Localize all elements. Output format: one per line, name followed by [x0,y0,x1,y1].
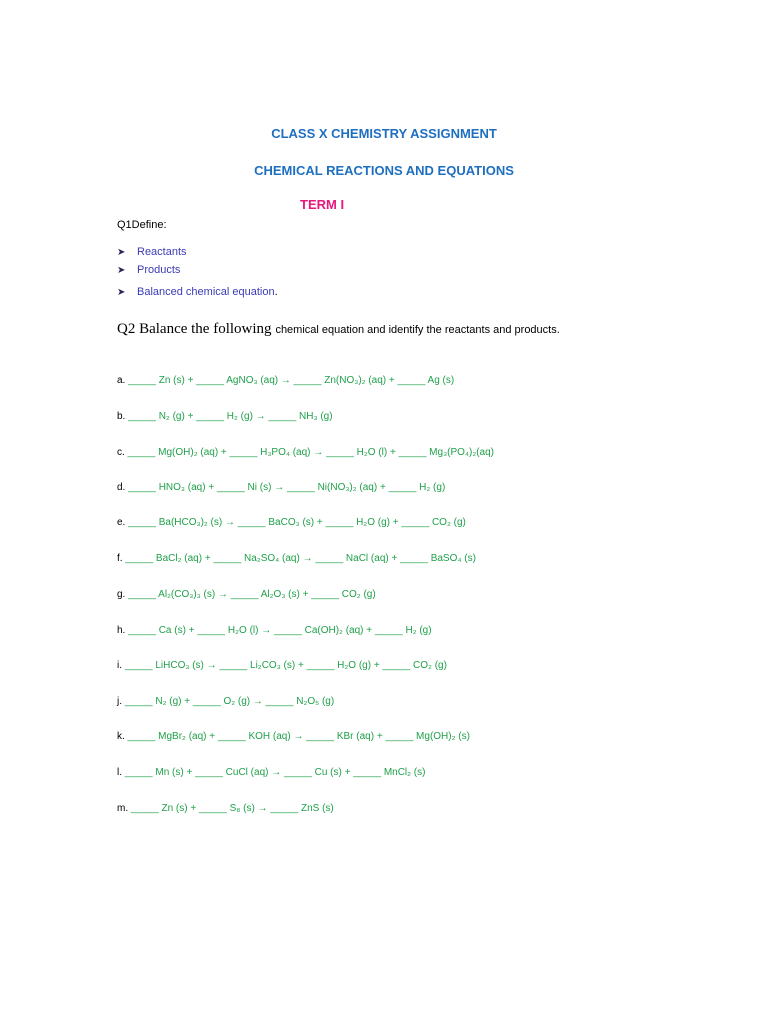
equation-text: _____ Mn (s) + _____ CuCl (aq) → _____ Cu (s) + _____ MnCl₂ (s) [124,767,426,778]
list-item-label: Reactants [137,246,187,258]
arrow-bullet-icon: ➤ [117,265,126,276]
equation-e [117,517,466,528]
equation-text: _____ Zn (s) + _____ AgNO₃ (aq) → _____ Zn(NO₃)₂ (aq) + _____ Ag (s) [128,375,455,386]
equation-j [117,696,334,707]
equation-text: _____ Mg(OH)₂ (aq) + _____ H₃PO₄ (aq) → _____ H₂O (l) + _____ Mg₃(PO₄)₂(aq) [127,447,494,458]
equation-text: _____ HNO₃ (aq) + _____ Ni (s) → _____ Ni(NO₃)₂ (aq) + _____ H₂ (g) [128,482,446,493]
list-item [117,264,180,276]
equation-label: c. [117,447,125,458]
arrow-bullet-icon: ➤ [117,247,126,258]
equation-label: g. [117,589,126,600]
equation-label: f. [117,553,123,564]
equation-label: b. [117,411,126,422]
equation-g [117,589,376,600]
equation-label: m. [117,803,129,814]
equation-text: _____ Al₂(CO₃)₃ (s) → _____ Al₂O₃ (s) + _____ CO₂ (g) [128,589,376,600]
equation-c [117,447,494,458]
equation-label: e. [117,517,126,528]
equation-f [117,553,476,564]
term-label: TERM I [300,197,345,212]
list-item-label: Products [137,264,181,276]
list-item [117,286,278,298]
assignment-subtitle: CHEMICAL REACTIONS AND EQUATIONS [254,163,514,178]
equation-b [117,411,333,422]
equation-a [117,375,454,386]
equation-label: a. [117,375,126,386]
question-2-rest: chemical equation and identify the reactants and products. [275,324,560,336]
equation-d [117,482,445,493]
question-2-prompt [117,320,560,338]
question-1-prompt: Q1Define: [117,219,167,231]
equation-i [117,660,447,671]
equation-h [117,625,432,636]
equation-label: k. [117,731,125,742]
equation-label: j. [117,696,122,707]
equation-text: _____ Ba(HCO₃)₂ (s) → _____ BaCO₃ (s) + _____ H₂O (g) + _____ CO₂ (g) [128,517,466,528]
equation-m [117,803,334,814]
list-item-label: Balanced chemical equation [137,286,275,298]
equation-text: _____ BaCl₂ (aq) + _____ Na₂SO₄ (aq) → _____ NaCl (aq) + _____ BaSO₄ (s) [125,553,476,564]
equation-label: i. [117,660,122,671]
period-mark: . [274,286,278,298]
equation-label: d. [117,482,126,493]
equation-text: _____ LiHCO₃ (s) → _____ Li₂CO₃ (s) + _____ H₂O (g) + _____ CO₂ (g) [124,660,447,671]
arrow-bullet-icon: ➤ [117,287,126,298]
assignment-title: CLASS X CHEMISTRY ASSIGNMENT [271,126,497,141]
equation-label: h. [117,625,126,636]
equation-k [117,731,470,742]
equation-text: _____ Zn (s) + _____ S₈ (s) → _____ ZnS (s) [130,803,334,814]
equation-text: _____ N₂ (g) + _____ O₂ (g) → _____ N₂O₅ (g) [124,696,335,707]
question-2-lead: Q2 Balance the following [117,321,272,337]
list-item [117,246,187,258]
equation-l [117,767,425,778]
equation-text: _____ Ca (s) + _____ H₂O (l) → _____ Ca(OH)₂ (aq) + _____ H₂ (g) [128,625,432,636]
equation-text: _____ N₂ (g) + _____ H₂ (g) → _____ NH₃ (g) [128,411,333,422]
equation-label: l. [117,767,122,778]
equation-text: _____ MgBr₂ (aq) + _____ KOH (aq) → _____ KBr (aq) + _____ Mg(OH)₂ (s) [127,731,470,742]
